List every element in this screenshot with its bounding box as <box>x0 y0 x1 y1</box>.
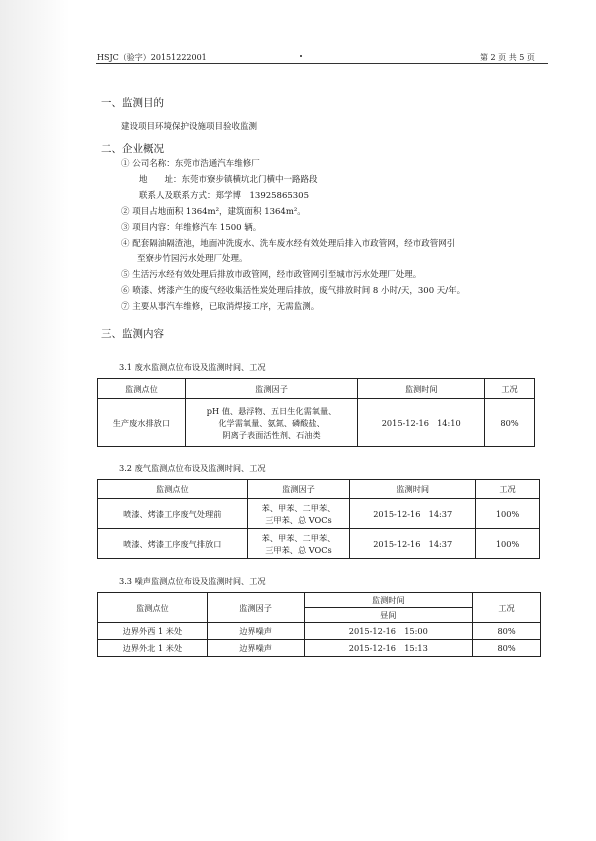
monitoring-point: 喷漆、烤漆工序废气处理前 <box>98 499 248 529</box>
monitoring-point: 边界外西 1 米处 <box>98 623 208 640</box>
business-note: ⑦ 主要从事汽车维修，已取消焊接工序，无需监测。 <box>121 302 320 312</box>
section-1-text: 建设项目环境保护设施项目验收监测 <box>121 122 258 132</box>
noise-table <box>97 592 541 657</box>
factor-line: 苯、甲苯、二甲苯、 <box>261 532 336 543</box>
factor-line: 三甲苯、总 VOCs <box>265 514 332 525</box>
section-2-title: 二、企业概况 <box>101 143 164 155</box>
header-cell: 监测点位 <box>98 593 208 623</box>
header-rule <box>96 63 548 64</box>
header-cell: 监测点位 <box>98 379 186 399</box>
header-cell: 监测因子 <box>185 379 358 399</box>
header-cell: 监测时间 <box>358 379 485 399</box>
section-3-title: 三、监测内容 <box>101 328 164 340</box>
monitoring-time: 2015-12-16 14:37 <box>350 499 476 529</box>
monitoring-factor: 边界噪声 <box>207 623 304 640</box>
table-row <box>98 399 535 447</box>
factor-line: 三甲苯、总 VOCs <box>265 544 332 555</box>
working-condition: 80% <box>473 640 541 657</box>
table-row <box>98 529 540 559</box>
project-content: ③ 项目内容：年维修汽车 1500 辆。 <box>121 223 262 233</box>
table-header-row <box>98 480 540 499</box>
page-number: 第 2 页 共 5 页 <box>480 53 535 62</box>
working-condition: 100% <box>476 499 540 529</box>
header-cell: 监测点位 <box>98 480 248 499</box>
working-condition: 100% <box>476 529 540 559</box>
monitoring-factor: 边界噪声 <box>207 640 304 657</box>
table-row <box>98 499 540 529</box>
wastewater-note-cont: 至寮步竹园污水处理厂处理。 <box>137 254 248 264</box>
monitoring-factors <box>247 529 350 559</box>
monitoring-time: 2015-12-16 14:10 <box>358 399 485 447</box>
company-contact: 联系人及联系方式：郑学博 13925865305 <box>139 191 309 201</box>
wastewater-note: ④ 配套隔油隔渣池，地面冲洗废水、洗车废水经有效处理后排入市政管网，经市政管网引 <box>121 239 456 249</box>
company-address: 地 址：东莞市寮步镇横坑北门横中一路路段 <box>139 175 318 185</box>
monitoring-point: 生产废水排放口 <box>98 399 186 447</box>
header-cell: 工况 <box>485 379 535 399</box>
monitoring-factors <box>247 499 350 529</box>
daytime-subheader: 昼间 <box>304 608 473 623</box>
scan-shadow <box>0 0 70 841</box>
header-dot <box>300 55 302 57</box>
factor-line: 化学需氧量、氨氮、磷酸盐、 <box>218 417 325 428</box>
domestic-sewage-note: ⑤ 生活污水经有效处理后排放市政管网，经市政管网引至城市污水处理厂处理。 <box>121 270 422 280</box>
factor-line: pH 值、悬浮物、五日生化需氧量、 <box>206 405 337 416</box>
working-condition: 80% <box>473 623 541 640</box>
table-row <box>98 640 541 657</box>
working-condition: 80% <box>485 399 535 447</box>
exhaust-note: ⑥ 喷漆、烤漆产生的废气经收集活性炭处理后排放，废气排放时间 8 小时/天，300 天/年。 <box>121 286 466 296</box>
monitoring-factors <box>185 399 358 447</box>
table-header-row <box>98 379 535 399</box>
company-name: ① 公司名称：东莞市浩通汽车维修厂 <box>121 159 260 169</box>
header-cell: 工况 <box>473 593 541 623</box>
table-row <box>98 623 541 640</box>
factor-line: 阴离子表面活性剂、石油类 <box>222 429 321 440</box>
header-cell: 监测因子 <box>207 593 304 623</box>
header-cell: 监测因子 <box>247 480 350 499</box>
project-area: ② 项目占地面积 1364m²，建筑面积 1364m²。 <box>121 207 306 217</box>
monitoring-time: 2015-12-16 14:37 <box>350 529 476 559</box>
table-3-1-caption: 3.1 废水监测点位布设及监测时间、工况 <box>119 362 266 372</box>
table-header-row <box>98 593 541 608</box>
header-cell: 工况 <box>476 480 540 499</box>
wastewater-table <box>97 378 535 447</box>
table-3-3-caption: 3.3 噪声监测点位布设及监测时间、工况 <box>119 576 266 586</box>
factor-line: 苯、甲苯、二甲苯、 <box>261 502 336 513</box>
section-1-title: 一、监测目的 <box>101 97 164 109</box>
monitoring-point: 边界外北 1 米处 <box>98 640 208 657</box>
monitoring-point: 喷漆、烤漆工序废气排放口 <box>98 529 248 559</box>
report-code: HSJC（验字）20151222001 <box>97 53 207 62</box>
exhaust-table <box>97 479 540 559</box>
monitoring-time: 2015-12-16 15:13 <box>304 640 473 657</box>
header-cell: 监测时间 <box>304 593 473 608</box>
header-cell: 监测时间 <box>350 480 476 499</box>
table-3-2-caption: 3.2 废气监测点位布设及监测时间、工况 <box>119 463 266 473</box>
monitoring-time: 2015-12-16 15:00 <box>304 623 473 640</box>
